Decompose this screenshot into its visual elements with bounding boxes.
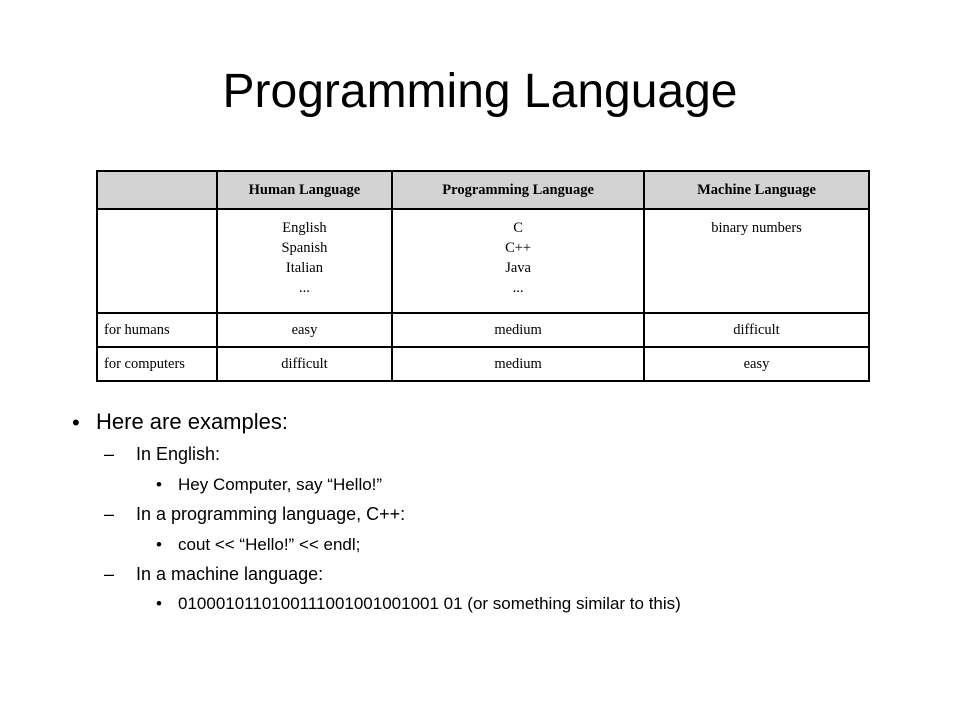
- programming-example-java: Java: [505, 260, 531, 276]
- table-row-examples: [97, 209, 869, 313]
- dash-marker-english: –: [104, 444, 115, 464]
- cell-computers-programming: medium: [392, 347, 644, 381]
- bullet-machine-heading: In a machine language:: [136, 564, 324, 584]
- cell-human-examples: [217, 209, 392, 313]
- human-example-spanish: Spanish: [281, 240, 328, 256]
- header-cell-machine-language: Machine Language: [644, 171, 869, 209]
- bullet-machine-example: 0100010110100111001001001001 01 (or something similar to this): [178, 594, 681, 613]
- machine-example-binary: binary numbers: [711, 220, 802, 236]
- cell-humans-programming: medium: [392, 313, 644, 347]
- cell-computers-machine: easy: [644, 347, 869, 381]
- dash-marker-programming: –: [104, 504, 115, 524]
- cell-programming-examples: [392, 209, 644, 313]
- table-row-for-humans: [97, 313, 869, 347]
- human-example-italian: Italian: [285, 260, 323, 276]
- dash-marker-machine: –: [104, 564, 115, 584]
- language-comparison-table: [96, 170, 870, 382]
- cell-computers-human: difficult: [217, 347, 392, 381]
- bullet-main: Here are examples:: [96, 409, 288, 434]
- bullet-marker-programming-example: •: [156, 535, 162, 554]
- bullet-programming-example: cout << “Hello!” << endl;: [178, 535, 361, 554]
- human-example-ellipsis: ...: [299, 280, 310, 296]
- table-row-for-computers: [97, 347, 869, 381]
- header-cell-human-language: Human Language: [217, 171, 392, 209]
- table-header-row: [97, 171, 869, 209]
- bullet-english-heading: In English:: [136, 444, 221, 464]
- programming-example-ellipsis: ...: [512, 280, 524, 296]
- cell-humans-human: easy: [217, 313, 392, 347]
- programming-example-cpp: C++: [505, 240, 532, 256]
- row-label-for-humans: for humans: [97, 313, 217, 347]
- bullet-english-example: Hey Computer, say “Hello!”: [178, 475, 383, 494]
- bullet-marker-english-example: •: [156, 475, 162, 494]
- cell-machine-examples: [644, 209, 869, 313]
- bullet-programming-heading: In a programming language, C++:: [136, 504, 406, 524]
- bullet-marker-machine-example: •: [156, 594, 162, 613]
- slide-title: Programming Language: [222, 65, 738, 118]
- row-label-for-computers: for computers: [97, 347, 217, 381]
- cell-humans-machine: difficult: [644, 313, 869, 347]
- bullet-marker-main: •: [72, 410, 80, 435]
- programming-example-c: C: [513, 220, 523, 236]
- header-cell-programming-language: Programming Language: [392, 171, 644, 209]
- header-cell-blank: [97, 171, 217, 209]
- row-label-examples: [97, 209, 217, 313]
- human-example-english: English: [282, 220, 327, 236]
